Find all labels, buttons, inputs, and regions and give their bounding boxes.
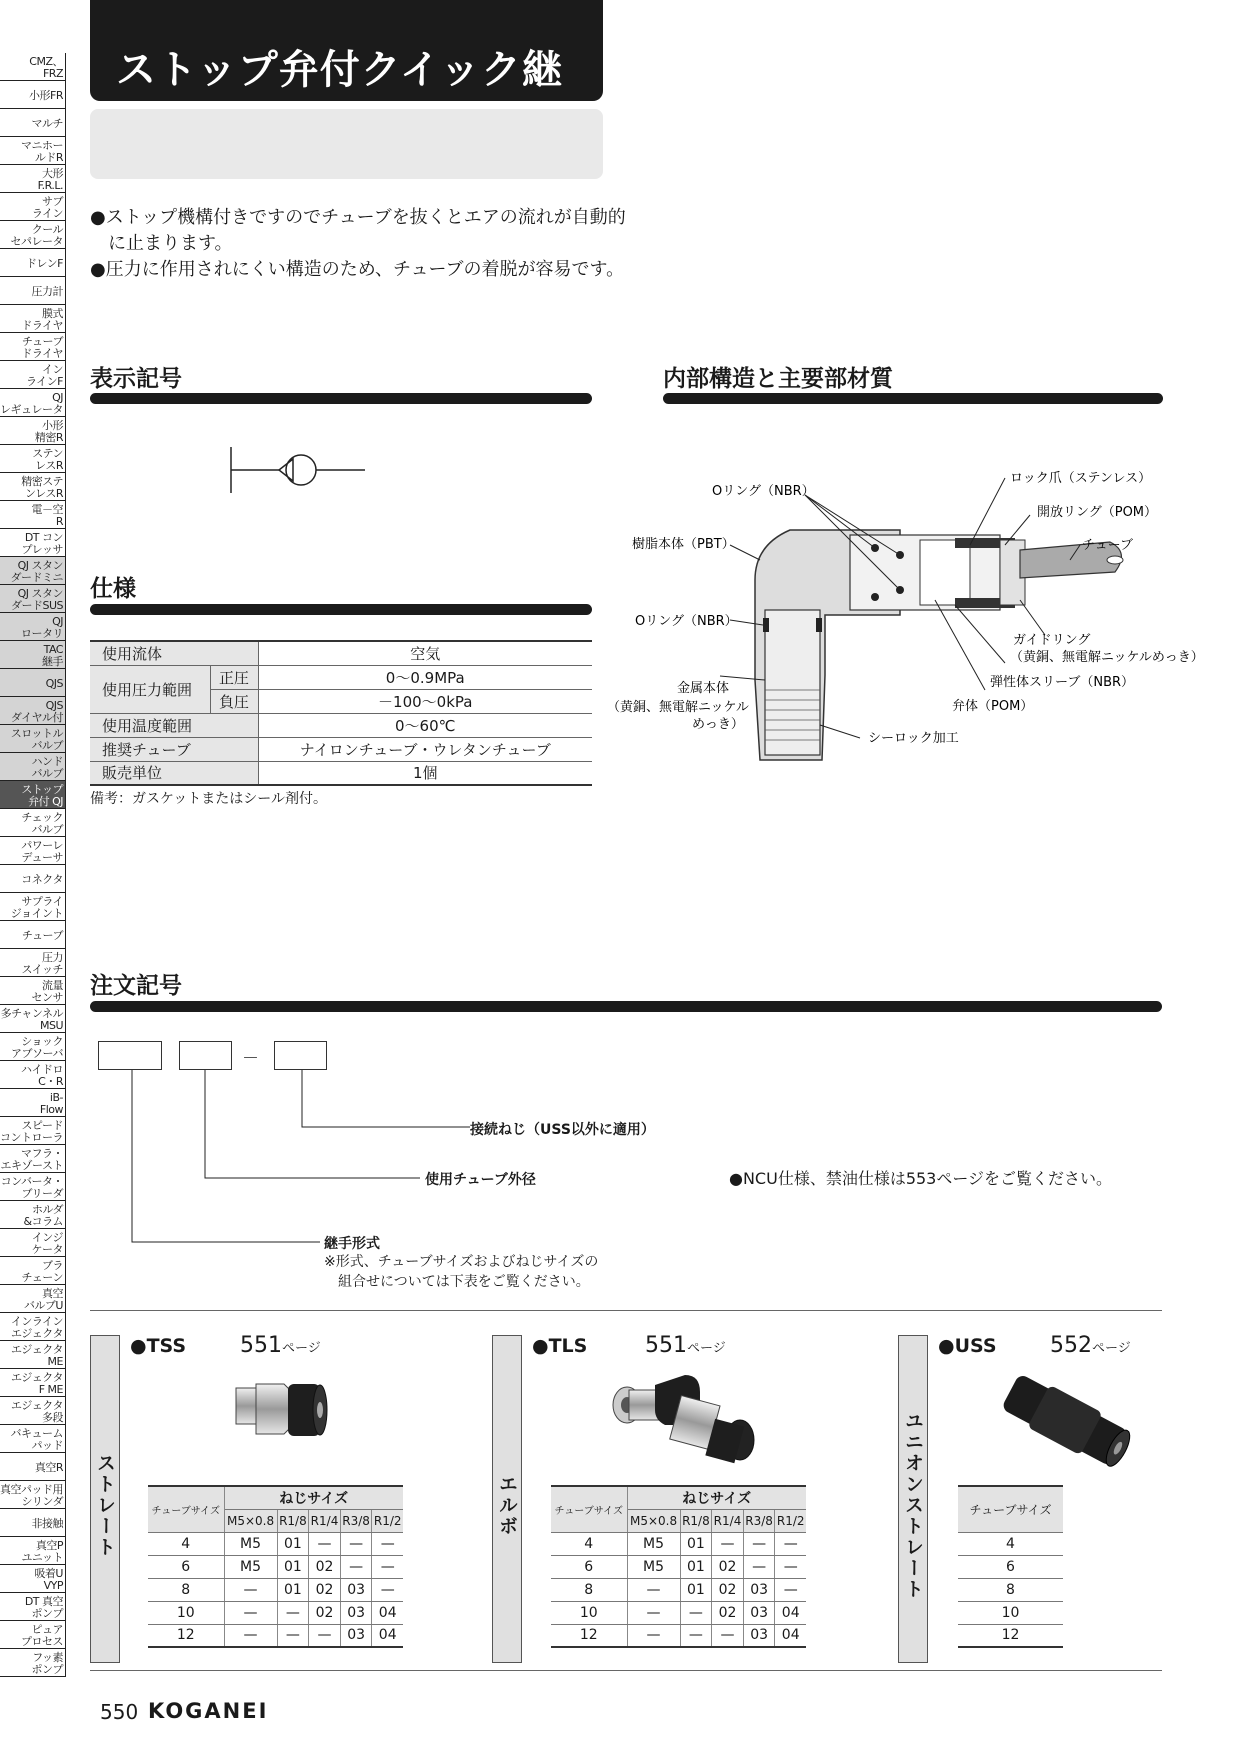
check-valve-symbol bbox=[225, 445, 375, 495]
page-number: 551 bbox=[645, 1333, 687, 1358]
thread-code-cell: 04 bbox=[775, 1601, 806, 1624]
spec-value: 0～60℃ bbox=[258, 713, 592, 737]
thread-code-cell: — bbox=[775, 1578, 806, 1601]
side-index-item[interactable]: QJ スタン ダードSUS bbox=[0, 585, 66, 613]
side-index-item[interactable]: DT 真空 ポンプ bbox=[0, 1593, 66, 1621]
tls-product-image bbox=[605, 1370, 760, 1460]
thread-col-header: R3/8 bbox=[743, 1509, 775, 1532]
spec-table bbox=[90, 640, 592, 786]
label-guide-ring-mat: （黄銅、無電解ニッケルめっき） bbox=[1010, 650, 1204, 665]
thread-code-cell: 02 bbox=[712, 1578, 744, 1601]
side-index-item[interactable]: ピュア プロセス bbox=[0, 1621, 66, 1649]
table-row bbox=[551, 1601, 806, 1624]
spec-note: 備考：ガスケットまたはシール剤付。 bbox=[90, 791, 328, 807]
side-index-item[interactable]: ホルダ &コラム bbox=[0, 1201, 66, 1229]
spec-value: ナイロンチューブ・ウレタンチューブ bbox=[258, 737, 592, 761]
side-index-item[interactable]: 膜式 ドライヤ bbox=[0, 305, 66, 333]
spec-label: 販売単位 bbox=[90, 761, 258, 785]
feature-item: ●ストップ機構付きですのでチューブを抜くとエアの流れが自動的に止まります。 bbox=[90, 207, 626, 254]
side-index-item[interactable]: 小形 精密R bbox=[0, 417, 66, 445]
tube-size-cell: 8 bbox=[551, 1578, 627, 1601]
thread-code-cell: 03 bbox=[340, 1578, 372, 1601]
table-row bbox=[551, 1532, 806, 1555]
table-row bbox=[90, 641, 592, 665]
thread-code-cell: — bbox=[680, 1601, 712, 1624]
side-index-item[interactable]: クール セパレータ bbox=[0, 221, 66, 249]
code-dash: － bbox=[242, 1049, 259, 1069]
thread-code-cell: — bbox=[743, 1532, 775, 1555]
thread-col-header: R1/2 bbox=[372, 1509, 403, 1532]
spec-sublabel: 負圧 bbox=[210, 689, 258, 713]
order-heading: 注文記号 bbox=[90, 973, 182, 999]
table-row bbox=[148, 1624, 403, 1647]
thread-code-cell: 03 bbox=[743, 1601, 775, 1624]
side-index-item[interactable]: ステン レスR bbox=[0, 445, 66, 473]
product-name-tss: ●TSS bbox=[130, 1335, 187, 1357]
tss-product-image bbox=[226, 1370, 336, 1450]
spec-value: 空気 bbox=[258, 641, 592, 665]
thread-code-cell: 01 bbox=[277, 1578, 309, 1601]
structure-diagram bbox=[600, 460, 1204, 770]
side-index-item[interactable]: チューブ bbox=[0, 921, 66, 949]
table-row bbox=[148, 1601, 403, 1624]
side-index-item[interactable]: コンバータ・ ブリーダ bbox=[0, 1173, 66, 1201]
table-row bbox=[958, 1601, 1063, 1624]
side-index-item[interactable]: マフラ・ エキゾースト bbox=[0, 1145, 66, 1173]
page-number: 552 bbox=[1050, 1333, 1092, 1358]
thread-code-cell: — bbox=[627, 1578, 680, 1601]
thread-col-header: M5×0.8 bbox=[627, 1509, 680, 1532]
side-index-item[interactable]: 電－空 R bbox=[0, 501, 66, 529]
order-type-note-line: 組合せについては下表をご覧ください。 bbox=[338, 1274, 590, 1290]
brand-logo: KOGANEI bbox=[148, 1699, 269, 1723]
side-index-item[interactable]: 真空R bbox=[0, 1453, 66, 1481]
tube-size-header: チューブサイズ bbox=[551, 1486, 627, 1532]
thread-code-cell: — bbox=[224, 1624, 277, 1647]
side-index-item[interactable]: DT コン プレッサ bbox=[0, 529, 66, 557]
label-lock-claw: ロック爪（ステンレス） bbox=[1010, 471, 1152, 486]
side-index-item[interactable]: 流量 センサ bbox=[0, 977, 66, 1005]
code-box-thread bbox=[274, 1041, 327, 1070]
thread-code-cell: 02 bbox=[309, 1555, 341, 1578]
side-index-item[interactable]: 真空 バルブU bbox=[0, 1285, 66, 1313]
table-row bbox=[551, 1624, 806, 1647]
thread-code-cell: — bbox=[309, 1532, 341, 1555]
side-index-item[interactable]: 精密ステ ンレスR bbox=[0, 473, 66, 501]
label-oring1: Oリング（NBR） bbox=[712, 484, 815, 499]
label-body: 樹脂本体（PBT） bbox=[632, 537, 735, 552]
tube-size-cell: 8 bbox=[148, 1578, 224, 1601]
side-index-item[interactable]: ドレンF bbox=[0, 249, 66, 277]
table-row bbox=[551, 1578, 806, 1601]
spec-label: 使用圧力範囲 bbox=[90, 665, 210, 713]
side-index-item[interactable]: イン ラインF bbox=[0, 361, 66, 389]
label-release-ring: 開放リング（POM） bbox=[1037, 505, 1158, 520]
page-suffix: ページ bbox=[687, 1341, 726, 1356]
tube-size-header: チューブサイズ bbox=[148, 1486, 224, 1532]
code-box-type bbox=[98, 1041, 162, 1070]
table-row bbox=[90, 713, 592, 737]
label-metal-body-mat1: （黄銅、無電解ニッケル bbox=[607, 700, 749, 715]
table-row bbox=[551, 1555, 806, 1578]
side-index-item[interactable]: 圧力計 bbox=[0, 277, 66, 305]
side-index-item[interactable]: ブラ チェーン bbox=[0, 1257, 66, 1285]
thread-code-cell: — bbox=[775, 1555, 806, 1578]
code-box-tube bbox=[179, 1041, 232, 1070]
spec-value: 0～0.9MPa bbox=[258, 665, 592, 689]
side-index-item[interactable]: パワーレ デューサ bbox=[0, 837, 66, 865]
side-index-item[interactable]: スロットル バルブ bbox=[0, 725, 66, 753]
table-row bbox=[148, 1555, 403, 1578]
thread-code-cell: 01 bbox=[680, 1555, 712, 1578]
thread-col-header: R1/8 bbox=[680, 1509, 712, 1532]
thread-col-header: R3/8 bbox=[340, 1509, 372, 1532]
thread-code-cell: 01 bbox=[680, 1578, 712, 1601]
symbol-heading-bar bbox=[90, 393, 592, 404]
side-index-item[interactable]: バキューム パッド bbox=[0, 1425, 66, 1453]
side-index-item[interactable]: エジェクタ 多段 bbox=[0, 1397, 66, 1425]
thread-code-cell: — bbox=[372, 1578, 403, 1601]
thread-code-cell: — bbox=[627, 1601, 680, 1624]
thread-code-cell: M5 bbox=[627, 1555, 680, 1578]
side-index-item[interactable]: QJ スタン ダードミニ bbox=[0, 557, 66, 585]
tss-table bbox=[148, 1485, 403, 1648]
thread-col-header: R1/8 bbox=[277, 1509, 309, 1532]
label-valve: 弁体（POM） bbox=[952, 699, 1034, 714]
page-suffix: ページ bbox=[1092, 1341, 1131, 1356]
side-index-item[interactable]: ショック アブソーバ bbox=[0, 1033, 66, 1061]
side-index-item[interactable]: QJS ダイヤル付 bbox=[0, 697, 66, 725]
thread-code-cell: 01 bbox=[680, 1532, 712, 1555]
structure-heading: 内部構造と主要部材質 bbox=[663, 366, 893, 392]
ncu-note: ●NCU仕様、禁油仕様は553ページをご覧ください。 bbox=[729, 1169, 1113, 1188]
side-index-item[interactable]: CMZ、 FRZ bbox=[0, 53, 66, 81]
thread-code-cell: — bbox=[743, 1555, 775, 1578]
tube-size-cell: 12 bbox=[551, 1624, 627, 1647]
thread-code-cell: 02 bbox=[309, 1578, 341, 1601]
tube-size-cell: 10 bbox=[148, 1601, 224, 1624]
subtitle-box bbox=[90, 109, 603, 179]
thread-code-cell: 03 bbox=[743, 1578, 775, 1601]
side-index-item[interactable]: 大形 F.R.L. bbox=[0, 165, 66, 193]
side-index bbox=[0, 53, 66, 1677]
side-index-item[interactable]: iB- Flow bbox=[0, 1089, 66, 1117]
side-index-item[interactable]: スピード コントローラ bbox=[0, 1117, 66, 1145]
feature-item: ●圧力に作用されにくい構造のため、チューブの着脱が容易です。 bbox=[90, 259, 625, 280]
table-row bbox=[90, 665, 592, 689]
product-page-uss bbox=[1050, 1333, 1131, 1358]
page-title: ストップ弁付クイック継 bbox=[116, 47, 563, 93]
symbol-heading: 表示記号 bbox=[90, 366, 182, 392]
thread-col-header: R1/4 bbox=[712, 1509, 744, 1532]
order-heading-bar bbox=[90, 1001, 1162, 1012]
tube-size-cell: 10 bbox=[958, 1601, 1063, 1624]
thread-code-cell: 04 bbox=[372, 1624, 403, 1647]
uss-product-image bbox=[995, 1370, 1135, 1470]
side-index-item[interactable]: 小形FR bbox=[0, 81, 66, 109]
thread-code-cell: 03 bbox=[340, 1601, 372, 1624]
side-index-item[interactable]: サプライ ジョイント bbox=[0, 893, 66, 921]
order-type-note-line: ※形式、チューブサイズおよびねじサイズの bbox=[324, 1254, 599, 1270]
tube-size-cell: 10 bbox=[551, 1601, 627, 1624]
thread-code-cell: — bbox=[627, 1624, 680, 1647]
tube-size-header: チューブサイズ bbox=[958, 1486, 1063, 1532]
tube-size-cell: 6 bbox=[958, 1555, 1063, 1578]
side-index-item[interactable]: QJ ロータリ bbox=[0, 613, 66, 641]
side-index-item[interactable]: インライン エジェクタ bbox=[0, 1313, 66, 1341]
page-number: 551 bbox=[240, 1333, 282, 1358]
side-index-item[interactable]: ストップ 弁付 QJ bbox=[0, 781, 66, 809]
table-row bbox=[148, 1578, 403, 1601]
order-type-note bbox=[324, 1252, 598, 1292]
thread-code-cell: 03 bbox=[743, 1624, 775, 1647]
side-index-item[interactable]: 圧力 スイッチ bbox=[0, 949, 66, 977]
product-page-tss bbox=[240, 1333, 321, 1358]
table-row bbox=[148, 1532, 403, 1555]
label-tube: チューブ bbox=[1082, 538, 1133, 553]
product-page-tls bbox=[645, 1333, 726, 1358]
label-guide-ring: ガイドリング bbox=[1013, 633, 1091, 648]
side-index-item[interactable]: マルチ bbox=[0, 109, 66, 137]
page-number: 550 bbox=[100, 1700, 139, 1724]
side-index-item[interactable]: 多チャンネル MSU bbox=[0, 1005, 66, 1033]
thread-code-cell: — bbox=[309, 1624, 341, 1647]
page-suffix: ページ bbox=[282, 1341, 321, 1356]
spec-label: 使用流体 bbox=[90, 641, 258, 665]
thread-code-cell: 01 bbox=[277, 1532, 309, 1555]
table-row bbox=[958, 1532, 1063, 1555]
product-name-tls: ●TLS bbox=[532, 1335, 588, 1357]
side-index-item[interactable]: 非接触 bbox=[0, 1509, 66, 1537]
side-index-item[interactable]: ハンド バルブ bbox=[0, 753, 66, 781]
divider-bottom bbox=[90, 1670, 1162, 1671]
thread-code-cell: 02 bbox=[712, 1601, 744, 1624]
table-row bbox=[90, 737, 592, 761]
label-seal: シーロック加工 bbox=[868, 731, 959, 746]
label-oring2: Oリング（NBR） bbox=[635, 614, 738, 629]
thread-code-cell: 02 bbox=[712, 1555, 744, 1578]
side-index-item[interactable]: エジェクタ F ME bbox=[0, 1369, 66, 1397]
product-tab-straight: ストレート bbox=[90, 1335, 120, 1663]
tube-size-cell: 12 bbox=[958, 1624, 1063, 1647]
thread-code-cell: M5 bbox=[224, 1555, 277, 1578]
product-name-uss: ●USS bbox=[938, 1335, 997, 1357]
thread-code-cell: — bbox=[340, 1555, 372, 1578]
structure-heading-bar bbox=[663, 393, 1163, 404]
label-metal-body: 金属本体 bbox=[677, 681, 730, 696]
table-row bbox=[958, 1578, 1063, 1601]
thread-code-cell: — bbox=[340, 1532, 372, 1555]
thread-col-header: R1/2 bbox=[775, 1509, 806, 1532]
thread-code-cell: — bbox=[277, 1624, 309, 1647]
order-type-label: 継手形式 bbox=[324, 1236, 380, 1252]
table-row bbox=[958, 1555, 1063, 1578]
side-index-item[interactable]: チューブ ドライヤ bbox=[0, 333, 66, 361]
spec-sublabel: 正圧 bbox=[210, 665, 258, 689]
thread-code-cell: 04 bbox=[372, 1601, 403, 1624]
thread-code-cell: — bbox=[712, 1532, 744, 1555]
tube-size-cell: 8 bbox=[958, 1578, 1063, 1601]
thread-code-cell: — bbox=[224, 1601, 277, 1624]
thread-code-cell: 02 bbox=[309, 1601, 341, 1624]
thread-code-cell: 03 bbox=[340, 1624, 372, 1647]
spec-value: －100～0kPa bbox=[258, 689, 592, 713]
table-row bbox=[958, 1624, 1063, 1647]
side-index-item[interactable]: マニホー ルドR bbox=[0, 137, 66, 165]
side-index-item[interactable]: 真空パッド用 シリンダ bbox=[0, 1481, 66, 1509]
label-sleeve: 弾性体スリーブ（NBR） bbox=[990, 675, 1135, 690]
thread-code-cell: — bbox=[277, 1601, 309, 1624]
thread-col-header: M5×0.8 bbox=[224, 1509, 277, 1532]
thread-col-header: R1/4 bbox=[309, 1509, 341, 1532]
title-box bbox=[90, 0, 603, 101]
thread-code-cell: — bbox=[712, 1624, 744, 1647]
thread-size-header: ねじサイズ bbox=[224, 1486, 403, 1509]
spec-heading: 仕様 bbox=[90, 576, 136, 602]
thread-code-cell: — bbox=[224, 1578, 277, 1601]
tube-size-cell: 4 bbox=[551, 1532, 627, 1555]
side-index-item[interactable]: ハイドロ C・R bbox=[0, 1061, 66, 1089]
thread-code-cell: M5 bbox=[627, 1532, 680, 1555]
tube-size-cell: 6 bbox=[148, 1555, 224, 1578]
side-index-item[interactable]: 真空P ユニット bbox=[0, 1537, 66, 1565]
tube-size-cell: 4 bbox=[148, 1532, 224, 1555]
label-metal-body-mat2: めっき） bbox=[692, 717, 744, 732]
thread-code-cell: 04 bbox=[775, 1624, 806, 1647]
tube-size-cell: 12 bbox=[148, 1624, 224, 1647]
side-index-item[interactable]: 吸着U VYP bbox=[0, 1565, 66, 1593]
side-index-item[interactable]: エジェクタ ME bbox=[0, 1341, 66, 1369]
order-thread-label: 接続ねじ（USS以外に適用） bbox=[470, 1122, 655, 1138]
order-tube-label: 使用チューブ外径 bbox=[425, 1172, 536, 1188]
spec-label: 推奨チューブ bbox=[90, 737, 258, 761]
side-index-item[interactable]: QJ レギュレータ bbox=[0, 389, 66, 417]
thread-code-cell: — bbox=[680, 1624, 712, 1647]
divider-top bbox=[90, 1310, 1162, 1311]
thread-code-cell: — bbox=[372, 1532, 403, 1555]
side-index-item[interactable]: QJS bbox=[0, 669, 66, 697]
tls-table bbox=[551, 1485, 806, 1648]
uss-table bbox=[958, 1485, 1063, 1648]
side-index-item[interactable]: インジ ケータ bbox=[0, 1229, 66, 1257]
side-index-item[interactable]: チェック バルブ bbox=[0, 809, 66, 837]
side-index-item[interactable]: フッ素 ポンプ bbox=[0, 1649, 66, 1677]
thread-code-cell: 01 bbox=[277, 1555, 309, 1578]
feature-list bbox=[90, 205, 630, 283]
thread-code-cell: — bbox=[775, 1532, 806, 1555]
thread-size-header: ねじサイズ bbox=[627, 1486, 806, 1509]
side-index-item[interactable]: コネクタ bbox=[0, 865, 66, 893]
order-leader-lines bbox=[90, 1070, 490, 1250]
side-index-item[interactable]: サブ ライン bbox=[0, 193, 66, 221]
tube-size-cell: 6 bbox=[551, 1555, 627, 1578]
side-index-item[interactable]: TAC 継手 bbox=[0, 641, 66, 669]
spec-heading-bar bbox=[90, 604, 592, 615]
product-tab-elbow: エルボ bbox=[492, 1335, 522, 1663]
thread-code-cell: M5 bbox=[224, 1532, 277, 1555]
tube-size-cell: 4 bbox=[958, 1532, 1063, 1555]
table-row bbox=[90, 761, 592, 785]
thread-code-cell: — bbox=[372, 1555, 403, 1578]
product-tab-union-straight: ユニオンストレート bbox=[898, 1335, 928, 1663]
spec-label: 使用温度範囲 bbox=[90, 713, 258, 737]
spec-value: 1個 bbox=[258, 761, 592, 785]
